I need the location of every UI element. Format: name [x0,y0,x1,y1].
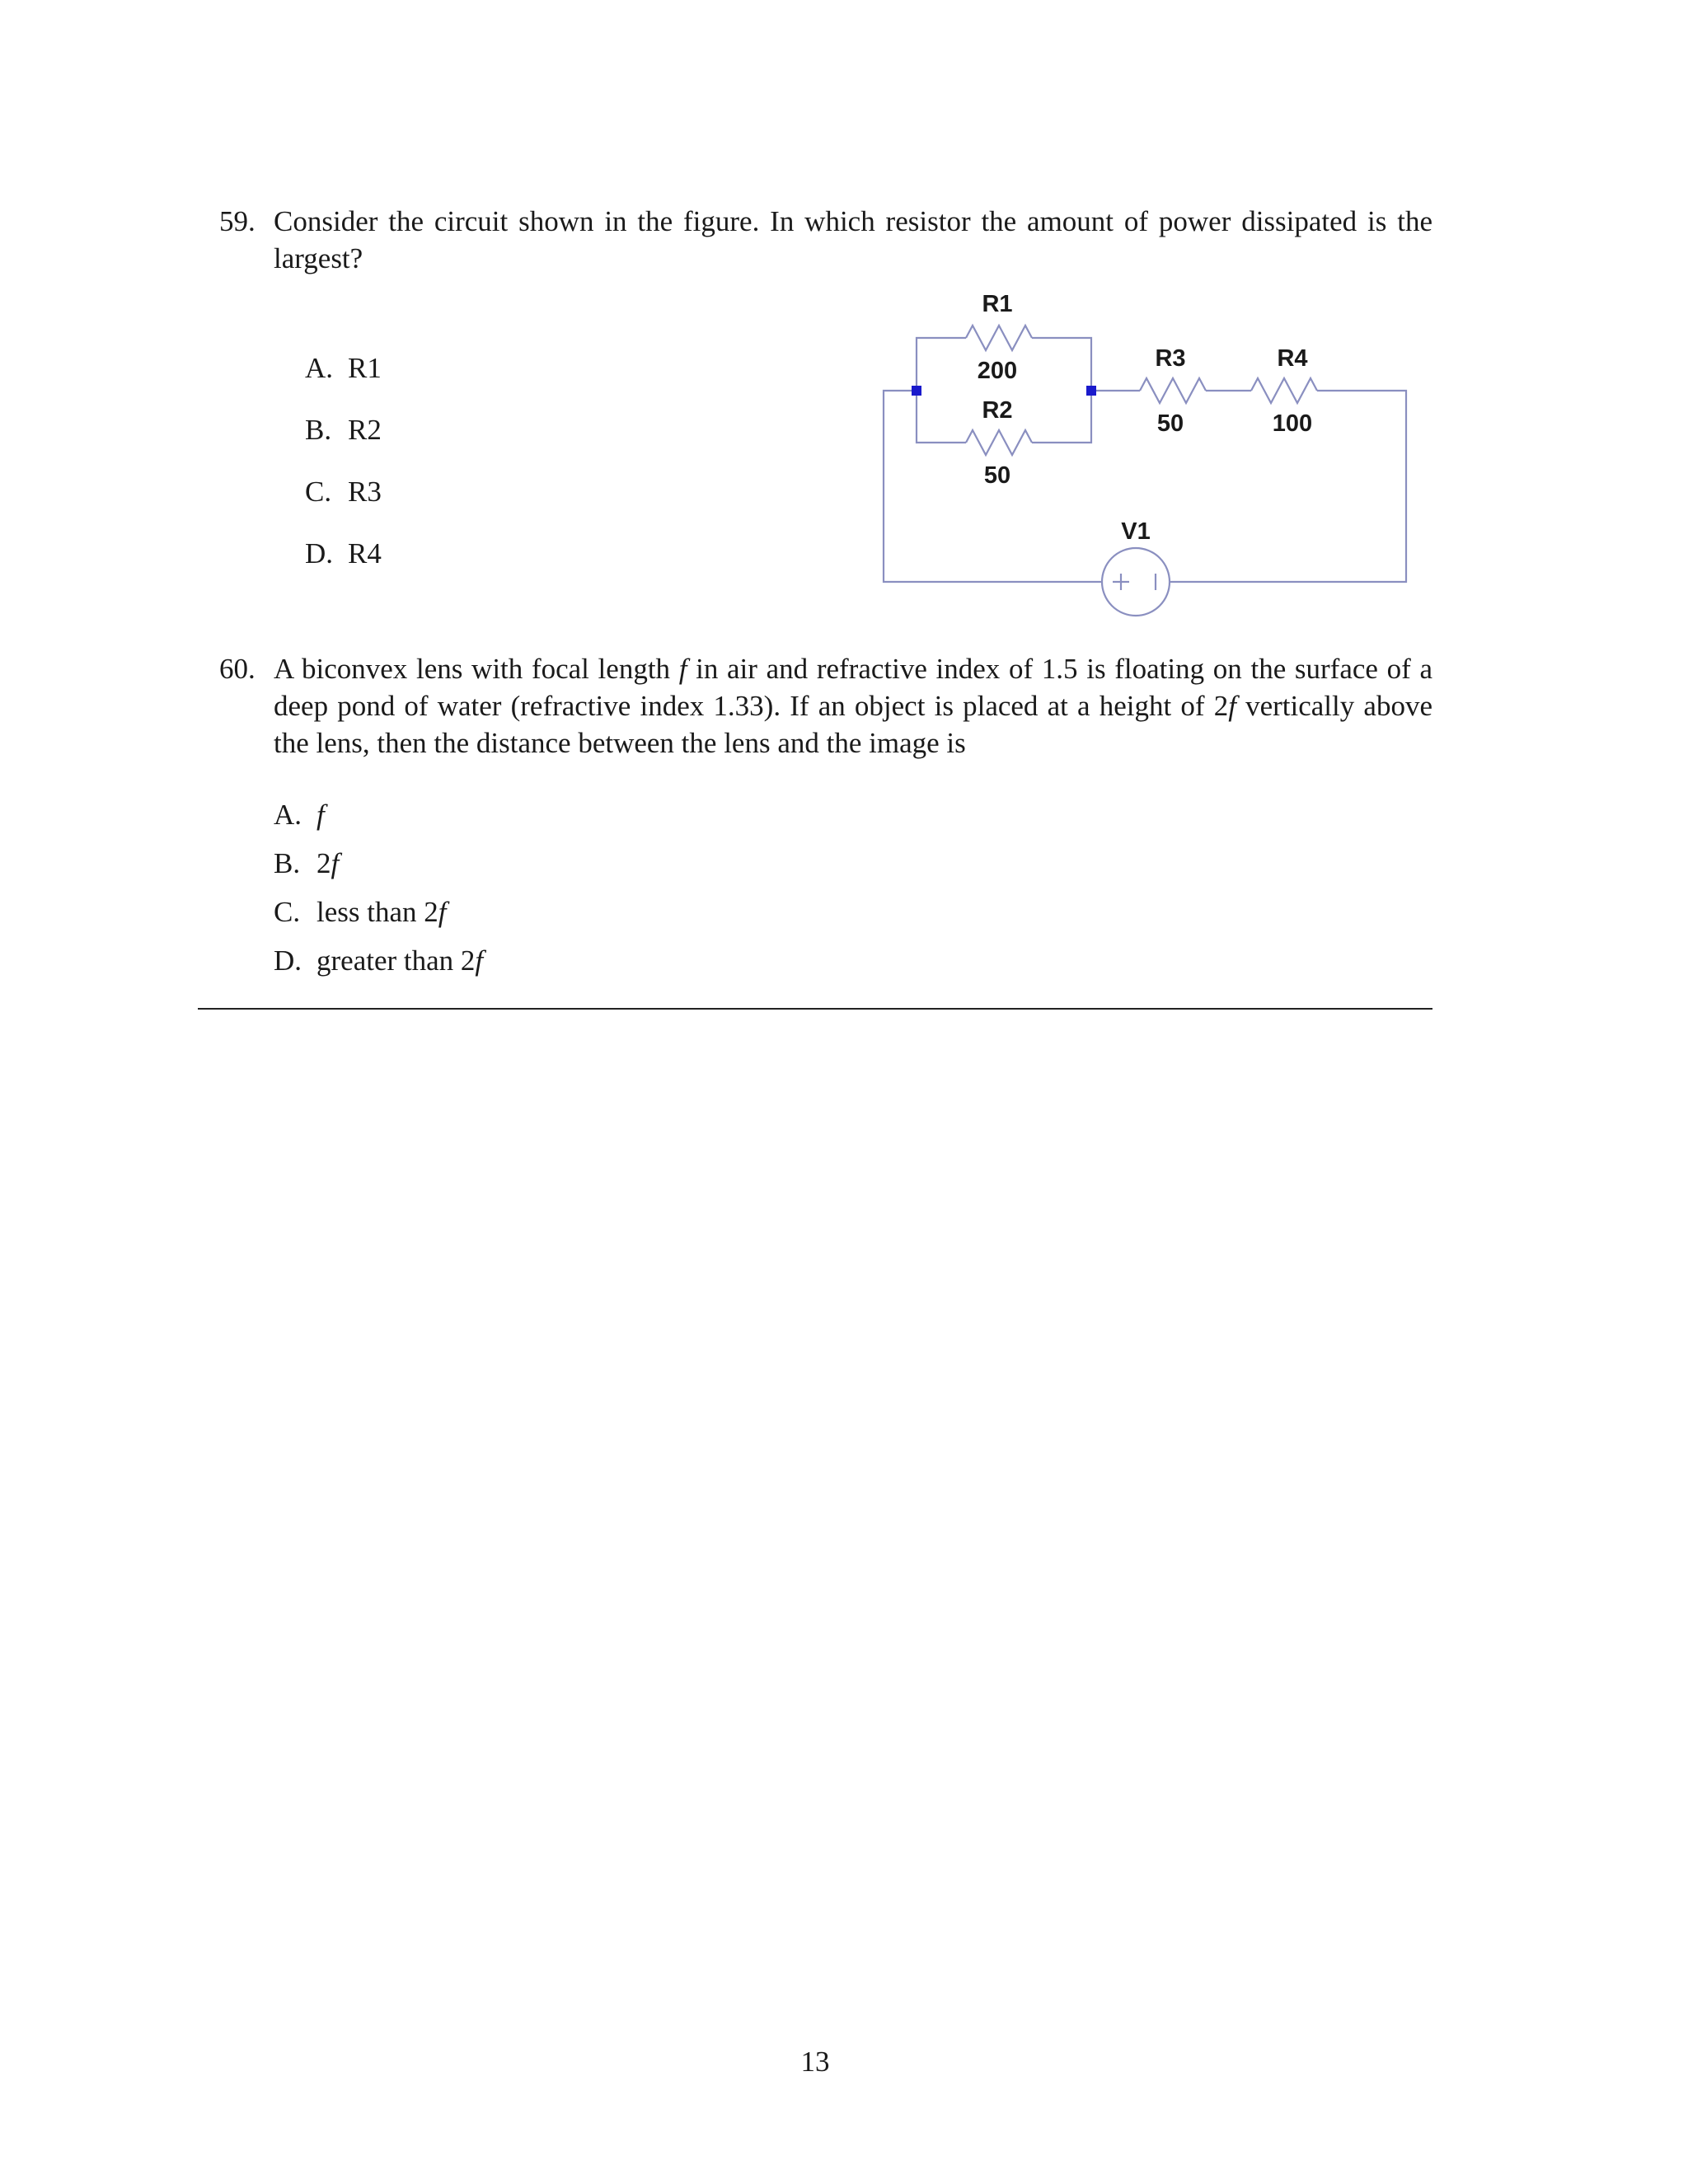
q59-option-c-letter: C. [305,476,332,508]
q60-option-d-var: f [475,944,484,977]
node-left [912,386,921,396]
wire-r1-left [917,338,966,391]
q60-option-c-var: f [438,896,447,928]
q60-option-c-prefix: less than 2 [316,896,438,928]
q60-var-f-2: f [1228,690,1236,722]
q60-var-f: f [678,653,687,685]
node-right [1086,386,1096,396]
q60-option-a-var: f [316,799,325,831]
q59-option-a [305,349,382,387]
r1-label: R1 [982,291,1013,317]
q59-option-d [305,535,382,572]
r3-zigzag [1140,378,1206,403]
circuit-diagram [824,272,1451,626]
r4-zigzag [1251,378,1317,403]
r3-value: 50 [1156,410,1184,437]
q60-option-b-var: f [331,847,340,879]
q60-option-a-letter: A. [274,799,302,831]
q59-option-c-text: R3 [348,476,382,508]
q60-option-d-prefix: greater than 2 [316,944,476,977]
r3-label: R3 [1155,345,1186,372]
q59-option-b [305,411,382,448]
wire-r2-right [1032,391,1091,443]
q59-option-a-letter: A. [305,352,334,384]
question-60-number: 60. [219,653,256,685]
r4-label: R4 [1277,345,1308,372]
q59-option-d-letter: D. [305,537,334,569]
r2-zigzag [966,430,1032,455]
q60-option-a [274,796,325,833]
v1-plus-sign [1113,574,1129,590]
q60-option-b [274,845,339,882]
q60-option-c-letter: C. [274,896,301,928]
q59-option-d-text: R4 [348,537,382,569]
r4-value: 100 [1272,410,1313,437]
wire-r2-left [917,391,966,443]
question-59-text: Consider the circuit shown in the figure. In which resistor the amount of power dissipated is the largest? [274,205,1432,274]
q60-option-d-letter: D. [274,944,302,977]
question-59-number: 59. [219,205,256,237]
q59-option-c [305,473,382,510]
r1-value: 200 [977,358,1018,384]
q60-option-d [274,942,483,979]
page-number: 13 [800,2046,830,2078]
v1-source-circle [1102,548,1170,616]
section-divider [198,1008,1432,1010]
q60-option-b-letter: B. [274,847,301,879]
r1-zigzag [966,326,1032,350]
q59-option-b-text: R2 [348,414,382,446]
q60-text-part-2: in air and refractive index of 1.5 is floating on the surface of a deep pond of water (refractive index 1.33). If an object is placed at a height of 2 [274,653,1432,722]
r2-value: 50 [983,462,1011,489]
wire-r1-right [1032,338,1091,391]
v1-label: V1 [1121,518,1151,545]
q60-option-c [274,893,447,930]
r2-label: R2 [982,397,1013,424]
q60-text-part-1: A biconvex lens with focal length [274,653,679,685]
q59-option-b-letter: B. [305,414,332,446]
q60-option-b-prefix: 2 [316,847,331,879]
q59-option-a-text: R1 [348,352,382,384]
q60-text-part-3: vertically above the lens, then the distance between the lens and the image is [274,690,1432,759]
question-60-text [274,650,1432,762]
